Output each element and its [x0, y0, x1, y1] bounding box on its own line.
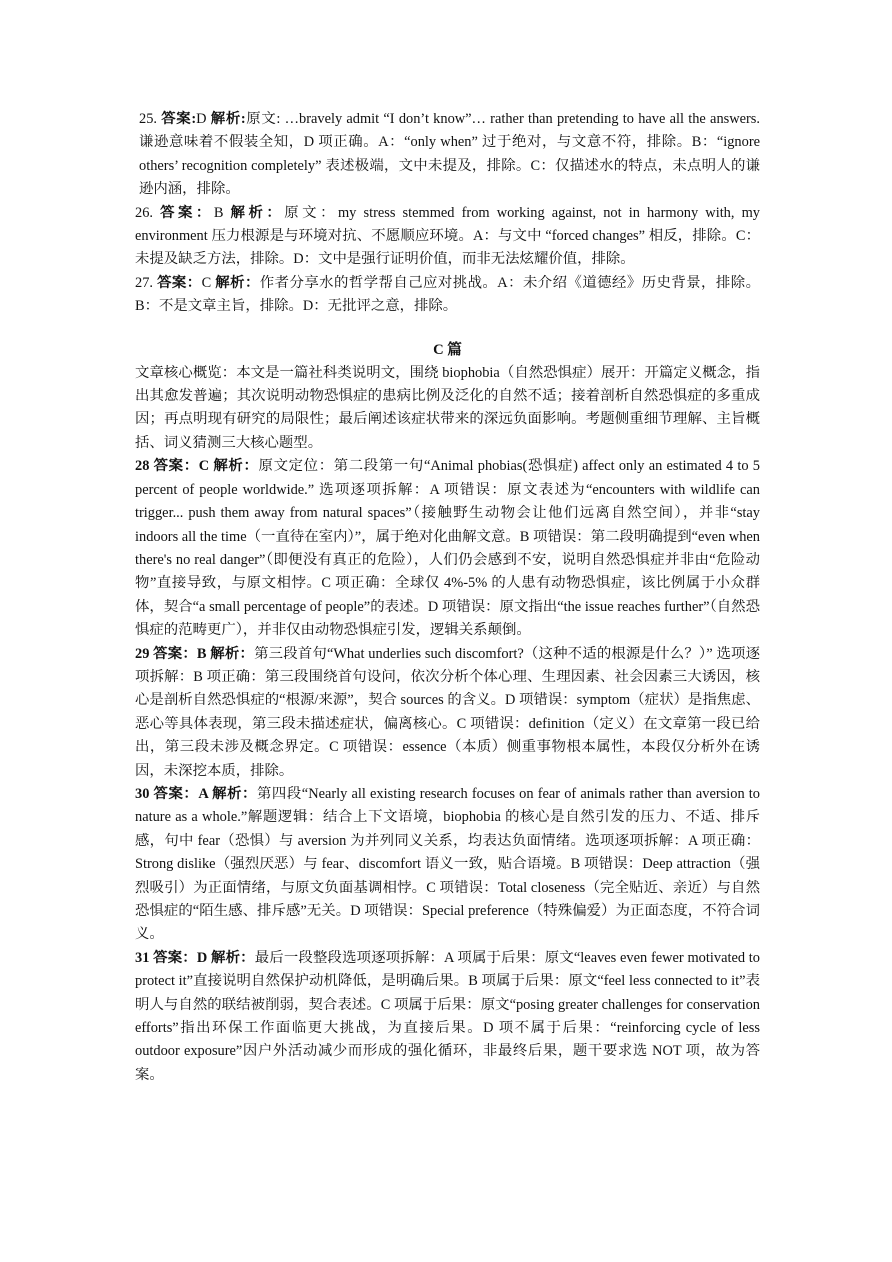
q25-number: 25. [139, 111, 157, 127]
q30-head: 30 答案：A 解析： [135, 785, 257, 802]
answer-30 [135, 783, 760, 947]
q25-answer-value: D [196, 111, 207, 127]
answer-26 [135, 202, 760, 272]
q28-text: 原文定位：第二段第一句“Animal phobias(恐惧症) affect only an estimated 4 to 5 percent of people worldwide.” 选项逐项拆解：A 项错误：原文表述为“encounters with wildlife can trigger... push them away from natural spaces”（接触野生动物会让他们远离自然空间），并非“stay indoors all the time（一直待在室内）”，属于绝对化曲解文意。B 项错误：第二段明确提到“even when there's no real danger”（即便没有真正的危险），人们仍会感到不安，说明自然恐惧症并非由“危险动物”直接导致，与原文相悖。C 项正确：全球仅 4%-5% 的人患有动物恐惧症，该比例属于小众群体，契合“a small percentage of people”的表述。D 项错误：原文指出“the issue reaches further”（自然恐惧症的范畴更广），并非仅由动物恐惧症引发，逻辑关系颠倒。 [135, 458, 760, 639]
section-title: C 篇 [433, 341, 462, 358]
answer-31 [135, 947, 760, 1087]
q27-number: 27. [135, 274, 153, 291]
q31-head: 31 答案：D 解析： [135, 949, 255, 966]
q26-analysis-label: 解析： [230, 204, 285, 221]
q27-answer-label: 答案： [157, 274, 202, 291]
answer-25 [135, 108, 760, 202]
q25-analysis-label: 解析: [210, 111, 246, 127]
q27-text: 作者分享水的哲学帮自己应对挑战。A：未介绍《道德经》历史背景，排除。B：不是文章主旨，排除。D：无批评之意，排除。 [135, 274, 760, 315]
q29-text: 第三段首句“What underlies such discomfort?（这种不适的根源是什么？）” 选项逐项拆解：B 项正确：第三段围绕首句设问，依次分析个体心理、生理因素、社会因素三大诱因，核心是剖析自然恐惧症的“根源/来源”，契合 sources 的含义。D 项错误：symptom（症状）是指焦虑、恶心等具体表现，第三段未描述症状，偏离核心。C 项错误：definition（定义）在文章第一段已给出，第三段未涉及概念界定。C 项错误：essence（本质）侧重事物根本属性，本段仅分析外在诱因，未深挖本质，排除。 [135, 645, 761, 779]
q25-text: 原文: …bravely admit “I don’t know”… rather than pretending to have all the answers.谦逊意味着不假装全知，D 项正确。A：“only when” 过于绝对，与文意不符，排除。B：“ignore others’ recognition completely” 表述极端，文中未提及，排除。C：仅描述水的特点，未点明人的谦逊内涵，排除。 [139, 111, 761, 198]
q29-head: 29 答案：B 解析： [135, 645, 255, 662]
q26-answer-label: 答案： [160, 204, 214, 221]
q28-head: 28 答案：C 解析： [135, 458, 259, 475]
q26-number: 26. [135, 204, 153, 221]
answer-key-body [135, 108, 760, 1087]
answer-28 [135, 455, 760, 642]
q26-text: 原文：my stress stemmed from working against, not in harmony with, my environment 压力根源是与环境对抗、不愿顺应环境。A：与文中 “forced changes” 相反，排除。C：未提及缺乏方法，排除。D：文中是强行证明价值，而非无法炫耀价值，排除。 [135, 204, 760, 268]
q31-text: 最后一段整段选项逐项拆解：A 项属于后果：原文“leaves even fewer motivated to protect it”直接说明自然保护动机降低，是明确后果。B 项属于后果：原文“feel less connected to it”表明人与自然的联结被削弱，契合表述。C 项属于后果：原文“posing greater challenges for conservation efforts”指出环保工作面临更大挑战，为直接后果。D 项不属于后果：“reinforcing cycle of less outdoor exposure”因户外活动减少而形成的强化循环，非最终后果，题干要求选 NOT 项，故为答案。 [135, 949, 761, 1083]
q25-answer-label: 答案: [161, 111, 197, 127]
q26-answer-value: B [213, 204, 224, 221]
q27-answer-value: C [201, 274, 212, 291]
answer-29 [135, 643, 760, 783]
passage-overview: 文章核心概览：本文是一篇社科类说明文，围绕 biophobia（自然恐惧症）展开：开篇定义概念，指出其愈发普遍；其次说明动物恐惧症的患病比例及泛化的自然不适；接着剖析自然恐惧症的多重成因；再点明现有研究的局限性；最后阐述该症状带来的深远负面影响。考题侧重细节理解、主旨概括、词义猜测三大核心题型。 [135, 364, 760, 451]
q30-text: 第四段“Nearly all existing research focuses on fear of animals rather than aversion to nature as a whole.”解题逻辑：结合上下文语境，biophobia 的核心是自然引发的压力、不适、排斥感，句中 fear（恐惧）与 aversion 为并列同义关系，均表达负面情绪。选项逐项拆解：A 项正确：Strong dislike（强烈厌恶）与 fear、discomfort 语义一致，贴合语境。B 项错误：Deep attraction（强烈吸引）为正面情绪，与原文负面基调相悖。C 项错误：Total closeness（完全贴近、亲近）与自然恐惧症的“陌生感、排斥感”无关。D 项错误：Special preference（特殊偏爱）为正面态度，不符合词义。 [135, 785, 760, 943]
answer-27 [135, 272, 760, 319]
q27-analysis-label: 解析： [215, 274, 260, 291]
